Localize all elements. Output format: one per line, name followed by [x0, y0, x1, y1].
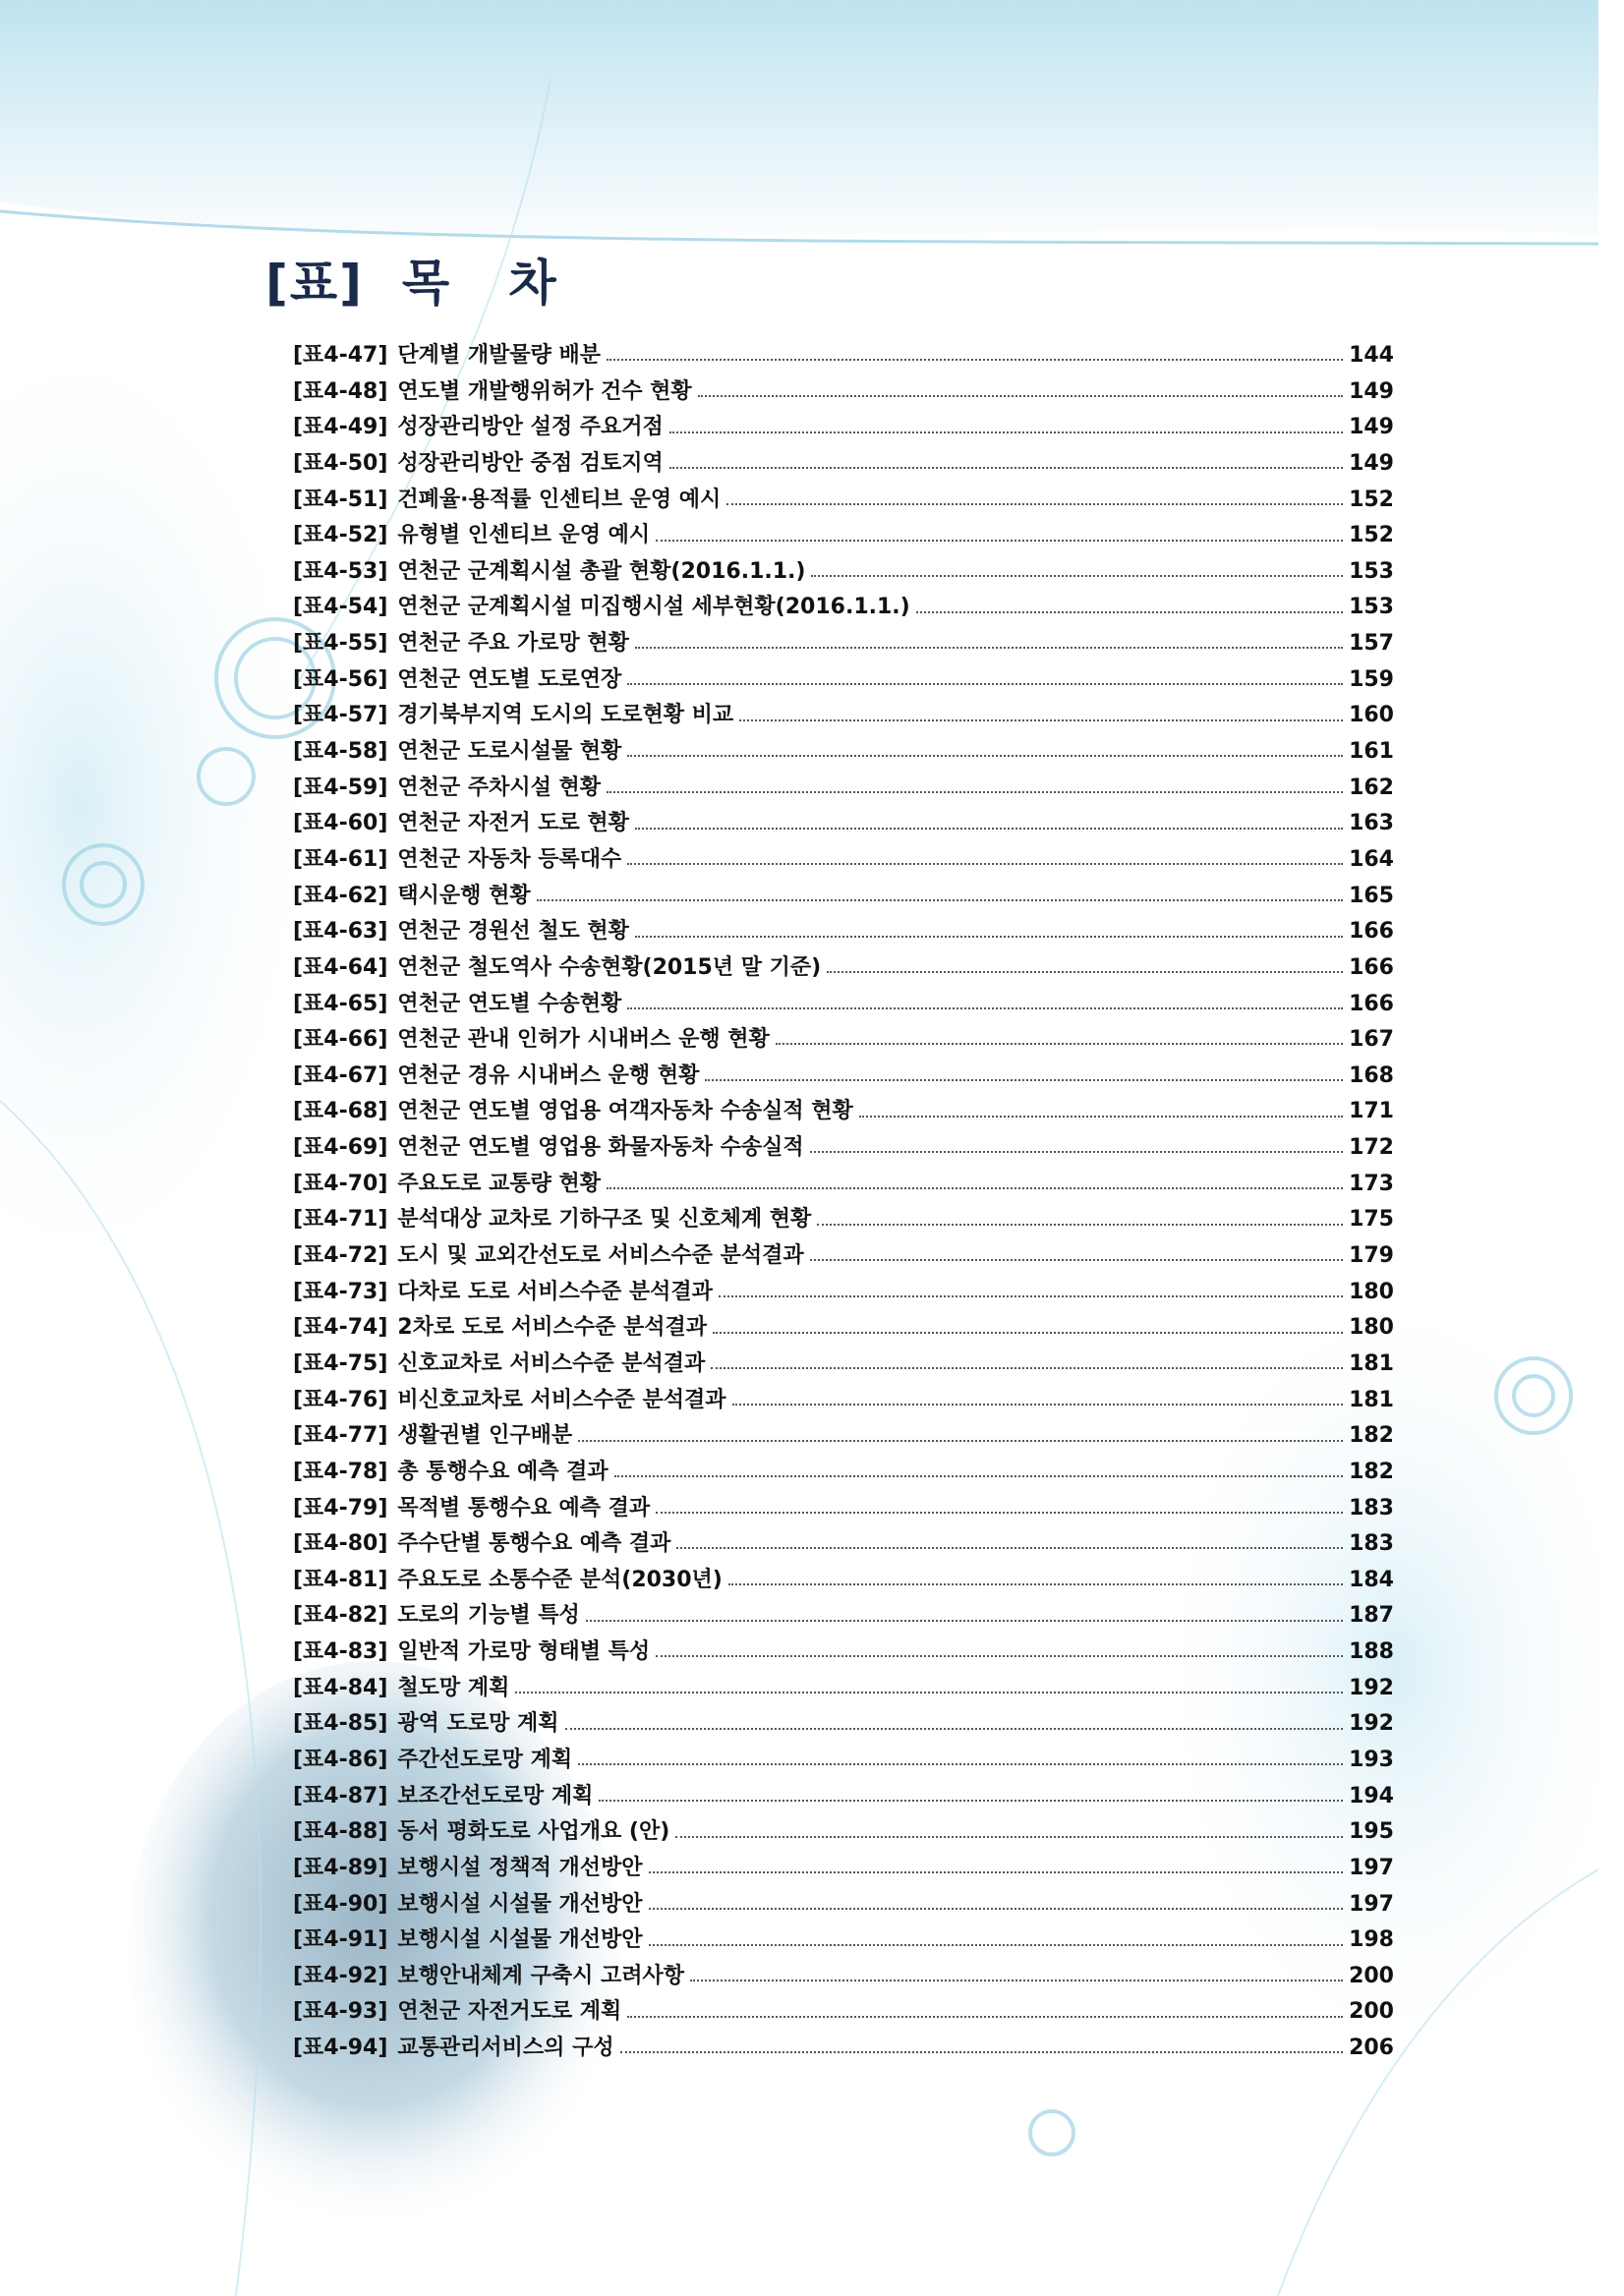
page-number: 198: [1349, 1927, 1394, 1953]
toc-entry[interactable]: [293, 1310, 1394, 1347]
table-number: [표4-55]: [293, 631, 388, 657]
table-number: [표4-89]: [293, 1855, 388, 1880]
toc-entry[interactable]: [293, 1383, 1394, 1419]
entry-title: 보행시설 시설물 개선방안: [397, 1891, 643, 1917]
toc-entry[interactable]: [293, 1347, 1394, 1383]
dot-leader: [599, 1800, 1343, 1802]
page-number: 144: [1349, 343, 1394, 368]
table-number: [표4-81]: [293, 1567, 388, 1592]
toc-entry[interactable]: [293, 662, 1394, 699]
dot-leader: [620, 2051, 1343, 2053]
toc-entry[interactable]: [293, 1671, 1394, 1707]
page-number: 152: [1349, 523, 1394, 548]
dot-leader: [607, 1187, 1343, 1189]
toc-entry[interactable]: [293, 1238, 1394, 1275]
table-number: [표4-80]: [293, 1531, 388, 1557]
toc-entry[interactable]: [293, 1167, 1394, 1203]
table-number: [표4-79]: [293, 1495, 388, 1521]
page-margin-strip: [1598, 0, 1624, 2296]
dot-leader: [827, 971, 1343, 973]
dot-leader: [690, 1980, 1343, 1981]
dot-leader: [578, 1440, 1343, 1442]
table-number: [표4-78]: [293, 1459, 388, 1484]
page-number: 195: [1349, 1819, 1394, 1845]
page-number: 192: [1349, 1711, 1394, 1737]
page-number: 160: [1349, 703, 1394, 728]
dot-leader: [811, 575, 1343, 577]
entry-title: 연천군 군계획시설 미집행시설 세부현황(2016.1.1.): [397, 595, 910, 620]
toc-entry[interactable]: [293, 1706, 1394, 1743]
table-number: [표4-51]: [293, 487, 388, 512]
dot-leader: [676, 1547, 1343, 1549]
toc-entry[interactable]: [293, 1635, 1394, 1671]
entry-title: 연천군 주차시설 현황: [397, 775, 602, 800]
table-number: [표4-91]: [293, 1927, 388, 1953]
dot-leader: [635, 647, 1343, 649]
table-number: [표4-53]: [293, 558, 388, 584]
entry-title: 도로의 기능별 특성: [397, 1603, 580, 1629]
page-number: 194: [1349, 1783, 1394, 1808]
table-number: [표4-57]: [293, 703, 388, 728]
page-number: 197: [1349, 1891, 1394, 1917]
toc-entry[interactable]: [293, 1202, 1394, 1238]
entry-title: 연천군 연도별 수송현황: [397, 991, 622, 1016]
dot-leader: [649, 1908, 1344, 1910]
toc-entry[interactable]: [293, 1455, 1394, 1491]
toc-entry[interactable]: [293, 590, 1394, 626]
toc-entry[interactable]: [293, 1887, 1394, 1923]
entry-title: 총 통행수요 예측 결과: [397, 1459, 609, 1484]
table-number: [표4-65]: [293, 991, 388, 1016]
dot-leader: [698, 395, 1343, 397]
page-number: 206: [1349, 2036, 1394, 2061]
table-number: [표4-94]: [293, 2036, 388, 2061]
dot-leader: [669, 467, 1343, 469]
dot-leader: [705, 1079, 1343, 1081]
entry-title: 연천군 연도별 영업용 여객자동차 수송실적 현황: [397, 1099, 853, 1124]
toc-entry[interactable]: [293, 842, 1394, 879]
dot-leader: [817, 1224, 1343, 1226]
toc-entry[interactable]: [293, 1994, 1394, 2031]
entry-title: 연천군 경원선 철도 현황: [397, 919, 629, 945]
table-number: [표4-62]: [293, 883, 388, 908]
dot-leader: [586, 1620, 1343, 1622]
page-number: 173: [1349, 1171, 1394, 1196]
page-number: 149: [1349, 415, 1394, 440]
entry-title: 비신호교차로 서비스수준 분석결과: [397, 1387, 726, 1412]
table-number: [표4-67]: [293, 1062, 388, 1088]
table-number: [표4-71]: [293, 1207, 388, 1233]
dot-leader: [627, 863, 1343, 865]
toc-entry[interactable]: [293, 1851, 1394, 1887]
toc-entry[interactable]: [293, 410, 1394, 446]
entry-title: 연천군 군계획시설 총괄 현황(2016.1.1.): [397, 558, 806, 584]
table-number: [표4-84]: [293, 1675, 388, 1700]
dot-leader: [656, 540, 1343, 542]
dot-leader: [614, 1475, 1343, 1477]
page-number: 193: [1349, 1747, 1394, 1772]
table-number: [표4-90]: [293, 1891, 388, 1917]
toc-entry[interactable]: [293, 914, 1394, 950]
page-number: 197: [1349, 1855, 1394, 1880]
table-number: [표4-64]: [293, 954, 388, 980]
dot-leader: [656, 1512, 1343, 1514]
table-number: [표4-86]: [293, 1747, 388, 1772]
page-number: 164: [1349, 846, 1394, 872]
table-number: [표4-85]: [293, 1711, 388, 1737]
entry-title: 연천군 연도별 영업용 화물자동차 수송실적: [397, 1135, 804, 1161]
entry-title: 보조간선도로망 계획: [397, 1783, 594, 1808]
toc-entry[interactable]: [293, 1275, 1394, 1311]
toc-entry[interactable]: [293, 518, 1394, 554]
dot-leader: [627, 1007, 1343, 1009]
dot-leader: [916, 611, 1343, 613]
page-number: 152: [1349, 487, 1394, 512]
page-number: 165: [1349, 883, 1394, 908]
entry-title: 연천군 자전거 도로 현황: [397, 811, 629, 836]
entry-title: 연도별 개발행위허가 건수 현황: [397, 378, 692, 404]
page-number: 182: [1349, 1423, 1394, 1449]
entry-title: 주간선도로망 계획: [397, 1747, 573, 1772]
entry-title: 성장관리방안 중점 검토지역: [397, 450, 664, 476]
dot-leader: [649, 1944, 1344, 1946]
entry-title: 연천군 자동차 등록대수: [397, 846, 622, 872]
dot-leader: [776, 1043, 1343, 1045]
toc-entry[interactable]: [293, 1418, 1394, 1455]
page-title: [표] 목 차: [265, 255, 558, 312]
table-number: [표4-59]: [293, 775, 388, 800]
entry-title: 보행시설 정책적 개선방안: [397, 1855, 643, 1880]
entry-title: 주수단별 통행수요 예측 결과: [397, 1531, 671, 1557]
table-number: [표4-60]: [293, 811, 388, 836]
toc-entry[interactable]: [293, 879, 1394, 915]
table-number: [표4-93]: [293, 1999, 388, 2025]
page-number: 149: [1349, 378, 1394, 404]
page-number: 183: [1349, 1531, 1394, 1557]
page-number: 200: [1349, 1999, 1394, 2025]
entry-title: 연천군 관내 인허가 시내버스 운행 현황: [397, 1027, 770, 1053]
page-number: 175: [1349, 1207, 1394, 1233]
dot-leader: [719, 1295, 1343, 1297]
toc-entry[interactable]: [293, 950, 1394, 987]
table-number: [표4-48]: [293, 378, 388, 404]
table-number: [표4-83]: [293, 1639, 388, 1665]
table-number: [표4-63]: [293, 919, 388, 945]
page-number: 200: [1349, 1963, 1394, 1988]
dot-leader: [728, 1583, 1343, 1585]
page-number: 167: [1349, 1027, 1394, 1053]
entry-title: 다차로 도로 서비스수준 분석결과: [397, 1279, 713, 1304]
entry-title: 유형별 인센티브 운영 예시: [397, 523, 651, 548]
dot-leader: [607, 359, 1343, 361]
toc-entry[interactable]: [293, 1814, 1394, 1851]
table-number: [표4-50]: [293, 450, 388, 476]
toc-entry[interactable]: [293, 698, 1394, 734]
page-number: 187: [1349, 1603, 1394, 1629]
dot-leader: [565, 1728, 1344, 1730]
table-number: [표4-61]: [293, 846, 388, 872]
dot-leader: [732, 1404, 1344, 1406]
toc-entry[interactable]: [293, 771, 1394, 807]
page-number: 181: [1349, 1387, 1394, 1412]
entry-title: 일반적 가로망 형태별 특성: [397, 1639, 651, 1665]
toc-entry[interactable]: [293, 1743, 1394, 1779]
entry-title: 단계별 개발물량 배분: [397, 343, 602, 368]
dot-leader: [859, 1116, 1343, 1118]
toc-entry[interactable]: [293, 1059, 1394, 1095]
table-number: [표4-66]: [293, 1027, 388, 1053]
dot-leader: [675, 1836, 1343, 1838]
page-number: 192: [1349, 1675, 1394, 1700]
table-number: [표4-72]: [293, 1243, 388, 1269]
table-number: [표4-58]: [293, 739, 388, 765]
page-number: 149: [1349, 450, 1394, 476]
page-number: 184: [1349, 1567, 1394, 1592]
toc-entry[interactable]: [293, 446, 1394, 483]
entry-title: 연천군 철도역사 수송현황(2015년 말 기준): [397, 954, 822, 980]
entry-title: 광역 도로망 계획: [397, 1711, 559, 1737]
page-number: 153: [1349, 558, 1394, 584]
toc-entry[interactable]: [293, 374, 1394, 411]
toc-entry[interactable]: [293, 2031, 1394, 2067]
entry-title: 2차로 도로 서비스수준 분석결과: [397, 1315, 707, 1341]
table-of-contents: [293, 338, 1394, 2067]
page-number: 182: [1349, 1459, 1394, 1484]
dot-leader: [810, 1151, 1343, 1153]
entry-title: 경기북부지역 도시의 도로현황 비교: [397, 703, 734, 728]
entry-title: 연천군 자전거도로 계획: [397, 1999, 622, 2025]
toc-entry[interactable]: [293, 1563, 1394, 1599]
toc-entry[interactable]: [293, 1094, 1394, 1130]
table-number: [표4-88]: [293, 1819, 388, 1845]
page-number: 183: [1349, 1495, 1394, 1521]
entry-title: 연천군 연도별 도로연장: [397, 666, 622, 692]
dot-leader: [627, 2016, 1343, 2018]
entry-title: 신호교차로 서비스수준 분석결과: [397, 1350, 706, 1376]
entry-title: 연천군 주요 가로망 현황: [397, 631, 629, 657]
dot-leader: [669, 431, 1343, 433]
entry-title: 건폐율·용적률 인센티브 운영 예시: [397, 487, 722, 512]
table-number: [표4-70]: [293, 1171, 388, 1196]
page-number: 166: [1349, 954, 1394, 980]
toc-entry[interactable]: [293, 626, 1394, 662]
entry-title: 택시운행 현황: [397, 883, 531, 908]
dot-leader: [607, 791, 1343, 793]
toc-entry[interactable]: [293, 734, 1394, 771]
toc-entry[interactable]: [293, 806, 1394, 842]
toc-entry[interactable]: [293, 1491, 1394, 1527]
page-number: 166: [1349, 991, 1394, 1016]
table-number: [표4-56]: [293, 666, 388, 692]
page-number: 179: [1349, 1243, 1394, 1269]
entry-title: 보행안내체계 구축시 고려사항: [397, 1963, 685, 1988]
toc-entry[interactable]: [293, 483, 1394, 519]
toc-entry[interactable]: [293, 554, 1394, 591]
page-number: 180: [1349, 1279, 1394, 1304]
table-number: [표4-92]: [293, 1963, 388, 1988]
dot-leader: [711, 1367, 1343, 1369]
page-number: 161: [1349, 739, 1394, 765]
table-number: [표4-77]: [293, 1423, 388, 1449]
page-number: 163: [1349, 811, 1394, 836]
toc-entry[interactable]: [293, 1022, 1394, 1059]
toc-entry[interactable]: [293, 1130, 1394, 1167]
entry-title: 동서 평화도로 사업개요 (안): [397, 1819, 670, 1845]
table-number: [표4-69]: [293, 1135, 388, 1161]
dot-leader: [649, 1871, 1344, 1873]
entry-title: 연천군 도로시설물 현황: [397, 739, 622, 765]
dot-leader: [810, 1259, 1343, 1261]
entry-title: 분석대상 교차로 기하구조 및 신호체계 현황: [397, 1207, 812, 1233]
table-number: [표4-73]: [293, 1279, 388, 1304]
page-number: 171: [1349, 1099, 1394, 1124]
page-number: 162: [1349, 775, 1394, 800]
entry-title: 주요도로 교통량 현황: [397, 1171, 602, 1196]
entry-title: 도시 및 교외간선도로 서비스수준 분석결과: [397, 1243, 804, 1269]
page-number: 172: [1349, 1135, 1394, 1161]
dot-leader: [627, 683, 1343, 685]
table-number: [표4-47]: [293, 343, 388, 368]
toc-entry[interactable]: [293, 987, 1394, 1023]
dot-leader: [537, 899, 1343, 901]
page-number: 181: [1349, 1350, 1394, 1376]
page-number: 153: [1349, 595, 1394, 620]
table-number: [표4-52]: [293, 523, 388, 548]
page-number: 168: [1349, 1062, 1394, 1088]
page-number: 180: [1349, 1315, 1394, 1341]
dot-leader: [635, 828, 1343, 830]
table-number: [표4-87]: [293, 1783, 388, 1808]
dot-leader: [635, 936, 1343, 938]
entry-title: 성장관리방안 설정 주요거점: [397, 415, 664, 440]
entry-title: 보행시설 시설물 개선방안: [397, 1927, 643, 1953]
entry-title: 목적별 통행수요 예측 결과: [397, 1495, 651, 1521]
table-number: [표4-82]: [293, 1603, 388, 1629]
table-number: [표4-74]: [293, 1315, 388, 1341]
entry-title: 철도망 계획: [397, 1675, 510, 1700]
entry-title: 주요도로 소통수준 분석(2030년): [397, 1567, 723, 1592]
table-number: [표4-76]: [293, 1387, 388, 1412]
toc-entry[interactable]: [293, 338, 1394, 374]
dot-leader: [713, 1332, 1343, 1334]
dot-leader: [739, 719, 1343, 721]
page-number: 166: [1349, 919, 1394, 945]
toc-entry[interactable]: [293, 1598, 1394, 1635]
dot-leader: [515, 1692, 1343, 1693]
toc-entry[interactable]: [293, 1959, 1394, 1995]
table-number: [표4-75]: [293, 1350, 388, 1376]
page-number: 157: [1349, 631, 1394, 657]
toc-entry[interactable]: [293, 1779, 1394, 1815]
entry-title: 연천군 경유 시내버스 운행 현황: [397, 1062, 700, 1088]
table-number: [표4-49]: [293, 415, 388, 440]
entry-title: 생활권별 인구배분: [397, 1423, 573, 1449]
entry-title: 교통관리서비스의 구성: [397, 2036, 614, 2061]
toc-entry[interactable]: [293, 1923, 1394, 1959]
dot-leader: [578, 1763, 1343, 1765]
table-number: [표4-54]: [293, 595, 388, 620]
dot-leader: [627, 755, 1343, 757]
page-number: 159: [1349, 666, 1394, 692]
toc-entry[interactable]: [293, 1526, 1394, 1563]
page-number: 188: [1349, 1639, 1394, 1665]
dot-leader: [656, 1655, 1343, 1657]
table-number: [표4-68]: [293, 1099, 388, 1124]
dot-leader: [726, 503, 1343, 505]
